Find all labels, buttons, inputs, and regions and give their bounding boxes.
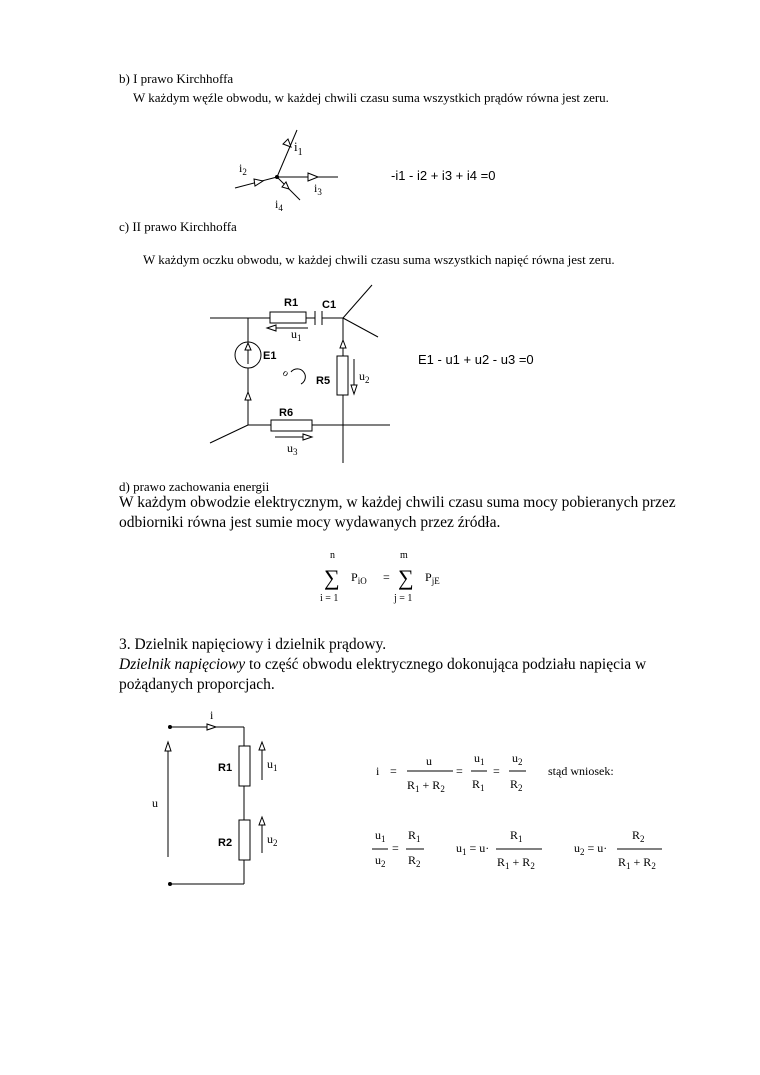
loop-o3-label: o [280,367,291,380]
svg-text:R2: $R_2$ [408,853,421,869]
i-label: i [210,708,214,722]
svg-text:i: i [376,764,380,778]
r1-label: R1 [218,762,233,774]
r5-current-arrow [340,340,346,348]
divider-definition-line1: Dzielnik napięciowy to część obwodu elektrycznego dokonująca podziału napięcia w [119,656,647,673]
power-balance-formula [318,548,478,606]
u3-label: $u_3$ [287,441,298,457]
u1-label: $u_1$ [267,757,278,773]
svg-text:R2: $R_2$ [632,828,645,844]
svg-text:m: m [400,550,408,561]
r6-label: R6 [279,407,294,419]
svg-text:R1 + R2: $R_1 + R_2$ [618,855,656,871]
svg-text:=: = [493,764,500,778]
svg-text:PjE: $P_{jE}$ [425,570,440,586]
svg-text:u2: $u_2$ [512,751,523,767]
e1-label: E1 [263,350,277,362]
u1-label: $u_1$ [291,327,302,343]
svg-text:i = 1: i = 1 [320,593,339,604]
divider-formulas [370,740,680,880]
heading-kirchhoff-2: c) II prawo Kirchhoffa [119,219,237,234]
kcl-node-diagram [225,125,355,220]
heading-kirchhoff-1: b) I prawo Kirchhoffa [119,71,234,86]
i2-arrow [254,179,263,186]
kvl-equation: E1 - u1 + u2 - u3 =0 [418,352,534,367]
terminal-bottom [168,882,172,886]
resistor-r1 [239,746,250,786]
svg-text:R1 + R2: $R_1 + R_2$ [497,855,535,871]
voltage-divider-diagram [150,705,295,895]
i4-label: $i_4$ [275,197,283,213]
svg-text:j = 1: j = 1 [394,593,413,604]
divider-wires [168,727,244,884]
heading-energy-conservation: d) prawo zachowania energii [119,479,270,494]
svg-text:stąd wniosek:: stąd wniosek: [548,764,614,778]
svg-text:=: = [390,764,397,778]
heading-voltage-divider: 3. Dzielnik napięciowy i dzielnik prądowy. [119,636,387,653]
svg-text:=: = [456,764,463,778]
loop-direction-arrow [291,369,305,384]
svg-text:n: n [330,550,335,561]
kvl-loop-diagram [205,280,400,465]
r5-label: R5 [316,375,331,387]
r2-label: R2 [218,837,233,849]
svg-text:R2: $R_2$ [510,777,523,793]
svg-text:=: = [383,570,390,584]
svg-text:u1 = u·: $u_1 = u\cdot$ [456,841,490,857]
kcl-equation: -i1 - i2 + i3 + i4 =0 [391,168,496,183]
svg-text:R1: $R_1$ [510,828,523,844]
energy-statement-line1: W każdym obwodzie elektrycznym, w każdej chwili czasu suma mocy pobieranych przez [119,494,676,511]
svg-text:∑: ∑ [398,565,414,590]
i3-arrow [308,173,318,181]
resistor-r6 [271,420,312,431]
resistor-r2 [239,820,250,860]
svg-text:=: = [392,841,399,855]
i-arrow [207,724,216,730]
svg-text:u: u [426,754,432,768]
u2-label: $u_2$ [359,369,370,385]
svg-text:u2: $u_2$ [375,853,386,869]
svg-text:PiO: $P_{iO}$ [351,570,367,586]
svg-text:R1: $R_1$ [472,777,485,793]
r1-label: R1 [284,297,299,309]
r6-current-arrow [245,392,251,400]
svg-text:u1: $u_1$ [375,828,386,844]
i3-label: $i_3$ [314,181,322,197]
divider-term: Dzielnik napięciowy [119,656,246,673]
kirchhoff-2-statement: W każdym oczku obwodu, w każdej chwili czasu suma wszystkich napięć równa jest zeru. [143,252,615,267]
svg-text:∑: ∑ [324,565,340,590]
kirchhoff-1-statement: W każdym węźle obwodu, w każdej chwili czasu suma wszystkich prądów równa jest zeru. [133,90,609,105]
c1-label: C1 [322,299,337,311]
svg-text:u1: $u_1$ [474,751,485,767]
i1-label: $i_1$ [294,139,303,158]
u-label: u [152,796,158,810]
energy-statement-line2: odbiorniki równa jest sumie mocy wydawanych przez źródła. [119,514,501,531]
svg-text:R1 + R2: $R_1 + R_2$ [407,778,445,794]
svg-text:u2 = u·: $u_2 = u\cdot$ [574,841,608,857]
resistor-r5 [337,356,348,395]
terminal-top [168,725,172,729]
u-arrow [165,742,171,751]
divider-definition-line2: pożądanych proporcjach. [119,676,275,693]
svg-text:R1: $R_1$ [408,828,421,844]
i1-arrow [283,139,291,147]
u2-label: $u_2$ [267,832,278,848]
kcl-node [275,175,279,179]
resistor-r1 [270,312,306,323]
i2-label: $i_2$ [239,161,247,177]
